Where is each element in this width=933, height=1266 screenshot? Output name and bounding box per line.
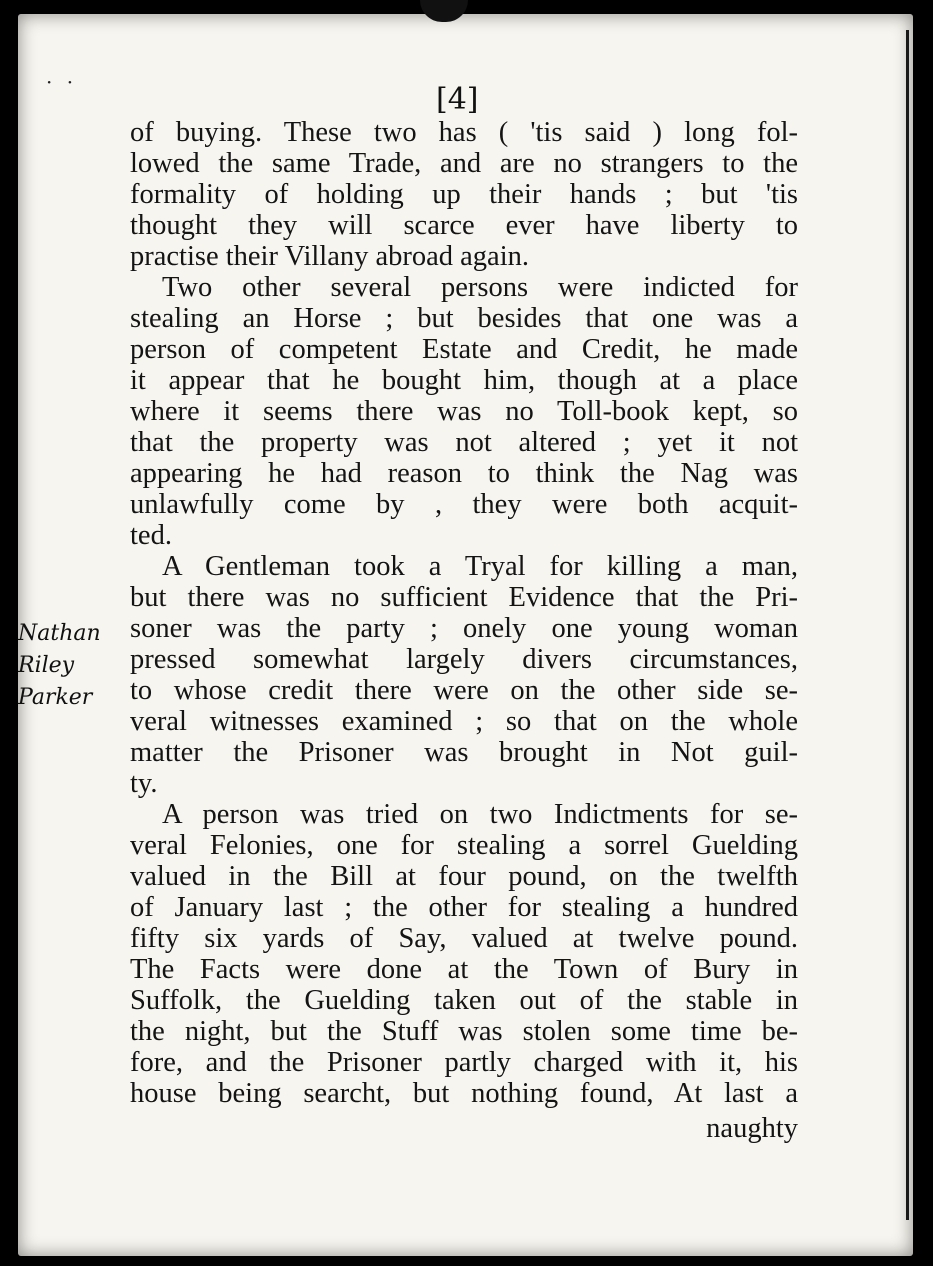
page-number: [4]	[436, 82, 479, 117]
annotation-line: Parker	[18, 685, 93, 710]
text-line: fifty six yards of Say, valued at twelve pound.	[130, 923, 798, 954]
text-line: thought they will scarce ever have liberty to	[130, 210, 798, 241]
annotation-line: Nathan	[18, 621, 101, 646]
text-line: ty.	[130, 768, 158, 799]
annotation-line: Riley	[18, 653, 75, 678]
text-line: A person was tried on two Indictments for se-	[162, 799, 798, 830]
ink-specks: · ·	[46, 70, 78, 94]
catchword: naughty	[706, 1113, 798, 1144]
text-line: valued in the Bill at four pound, on the twelfth	[130, 861, 798, 892]
text-line: Suffolk, the Guelding taken out of the stable in	[130, 985, 798, 1016]
text-line: veral witnesses examined ; so that on the whole	[130, 706, 798, 737]
text-line: formality of holding up their hands ; but 'tis	[130, 179, 798, 210]
text-line: person of competent Estate and Credit, he made	[130, 334, 798, 365]
text-line: The Facts were done at the Town of Bury in	[130, 954, 798, 985]
text-line: matter the Prisoner was brought in Not guil-	[130, 737, 798, 768]
left-scan-border	[0, 0, 18, 1266]
text-line: of January last ; the other for stealing a hundred	[130, 892, 798, 923]
page-edge-line	[906, 30, 909, 1220]
text-line: to whose credit there were on the other side se-	[130, 675, 798, 706]
text-line: unlawfully come by , they were both acquit-	[130, 489, 798, 520]
text-line: pressed somewhat largely divers circumstances,	[130, 644, 798, 675]
text-line: A Gentleman took a Tryal for killing a man,	[162, 551, 798, 582]
text-line: Two other several persons were indicted for	[162, 272, 798, 303]
text-line: stealing an Horse ; but besides that one was a	[130, 303, 798, 334]
body-text	[130, 117, 798, 1144]
text-line: appearing he had reason to think the Nag was	[130, 458, 798, 489]
text-line: veral Felonies, one for stealing a sorrel Guelding	[130, 830, 798, 861]
text-line: lowed the same Trade, and are no strangers to the	[130, 148, 798, 179]
text-line: it appear that he bought him, though at a place	[130, 365, 798, 396]
text-line: but there was no sufficient Evidence that the Pri-	[130, 582, 798, 613]
text-line: fore, and the Prisoner partly charged with it, his	[130, 1047, 798, 1078]
text-line: where it seems there was no Toll-book kept, so	[130, 396, 798, 427]
text-line: ted.	[130, 520, 172, 551]
text-line: the night, but the Stuff was stolen some time be-	[130, 1016, 798, 1047]
text-line: that the property was not altered ; yet it not	[130, 427, 798, 458]
text-line: soner was the party ; onely one young woman	[130, 613, 798, 644]
text-line: of buying. These two has ( 'tis said ) long fol-	[130, 117, 798, 148]
text-line: practise their Villany abroad again.	[130, 241, 529, 272]
margin-annotation	[18, 618, 101, 714]
text-line: house being searcht, but nothing found, At last a	[130, 1078, 798, 1109]
